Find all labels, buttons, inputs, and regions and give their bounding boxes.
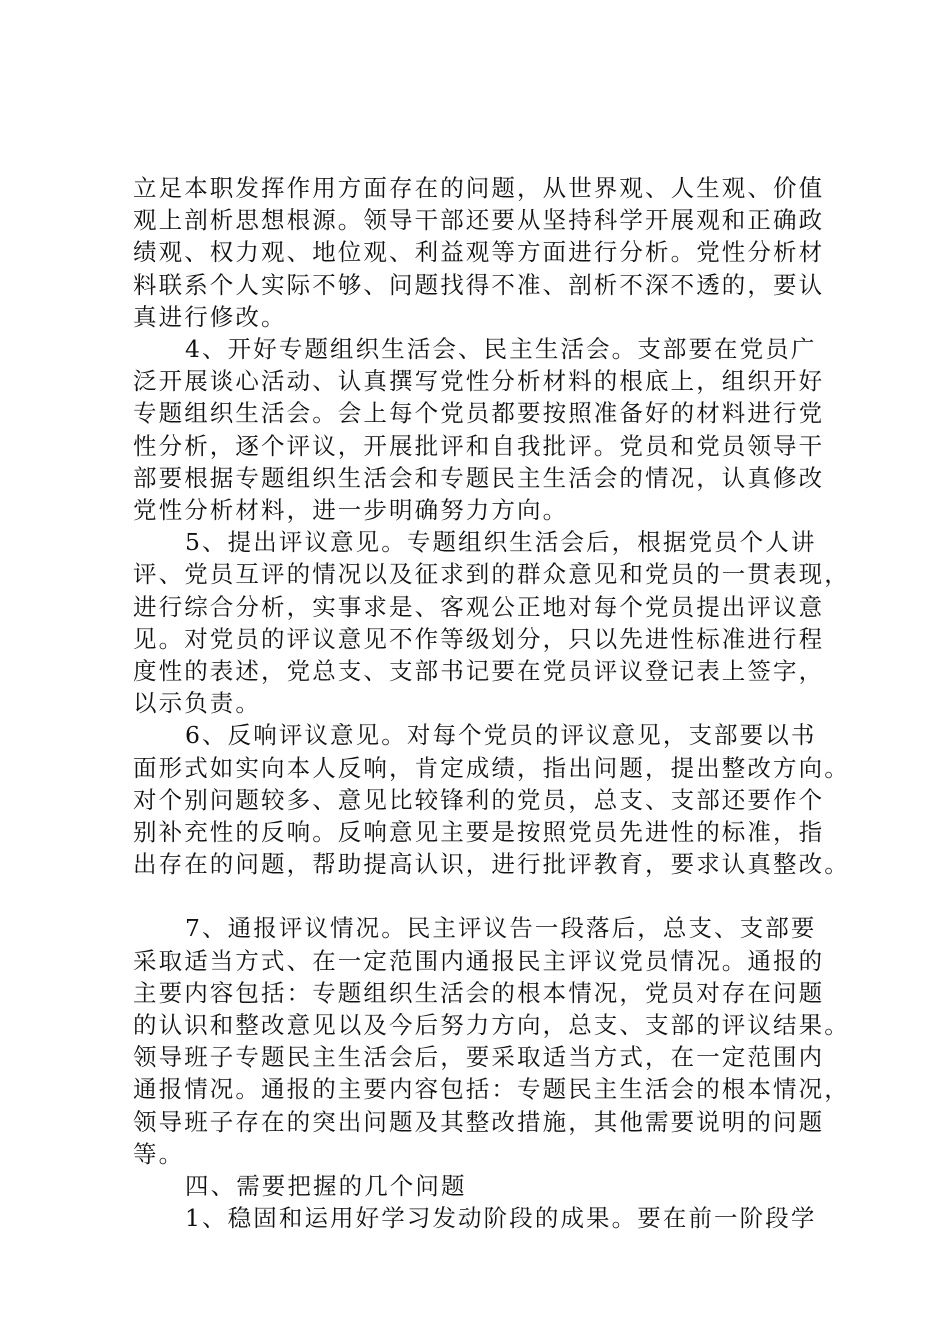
text-line: 别补充性的反响。反响意见主要是按照党员先进性的标准，指 (133, 818, 825, 847)
text-line: 领导班子存在的突出问题及其整改措施，其他需要说明的问题 (133, 1107, 825, 1136)
text-line: 真进行修改。 (133, 302, 287, 331)
paragraph-item-6 (133, 719, 850, 880)
text-line: 度性的表述，党总支、支部书记要在党员评议登记表上签字， (133, 657, 825, 686)
text-line: 部要根据专题组织生活会和专题民主生活会的情况，认真修改 (133, 463, 825, 492)
text-line: 出存在的问题，帮助提高认识，进行批评教育，要求认真整改。 (133, 850, 850, 879)
text-line: 对个别问题较多、意见比较锋利的党员，总支、支部还要作个 (133, 785, 825, 814)
text-line: 以示负责。 (133, 689, 261, 718)
text-line: 等。 (133, 1139, 185, 1168)
paragraph-item-5 (133, 526, 850, 719)
text-line: 的认识和整改意见以及今后努力方向，总支、支部的评议结果。 (133, 1011, 850, 1040)
paragraph-item-7 (133, 912, 850, 1170)
text-line: 立足本职发挥作用方面存在的问题，从世界观、人生观、价值 (133, 174, 825, 202)
text-line: 领导班子专题民主生活会后，要采取适当方式，在一定范围内 (133, 1043, 825, 1072)
text-line: 4、开好专题组织生活会、民主生活会。支部要在党员广 (185, 335, 817, 364)
document-body (133, 172, 850, 1235)
paragraph-item-4 (133, 333, 833, 526)
text-line: 见。对党员的评议意见不作等级划分，只以先进性标准进行程 (133, 624, 825, 653)
text-line: 观上剖析思想根源。领导干部还要从坚持科学开展观和正确政 (133, 206, 825, 235)
text-line: 7、通报评议情况。民主评议告一段落后，总支、支部要 (185, 914, 817, 943)
text-line: 主要内容包括：专题组织生活会的根本情况，党员对存在问题 (133, 978, 825, 1007)
text-line: 5、提出评议意见。专题组织生活会后，根据党员个人讲 (185, 528, 817, 557)
paragraph-continuation (133, 172, 833, 333)
text-line: 评、党员互评的情况以及征求到的群众意见和党员的一贯表现， (133, 560, 850, 589)
text-line: 面形式如实向本人反响，肯定成绩，指出问题，提出整改方向。 (133, 753, 850, 782)
paragraph-spacer (133, 880, 833, 912)
text-line: 绩观、权力观、地位观、利益观等方面进行分析。党性分析材 (133, 238, 825, 267)
text-line: 专题组织生活会。会上每个党员都要按照准备好的材料进行党 (133, 399, 825, 428)
text-line: 性分析，逐个评议，开展批评和自我批评。党员和党员领导干 (133, 431, 825, 460)
text-line: 泛开展谈心活动、认真撰写党性分析材料的根底上，组织开好 (133, 367, 825, 396)
text-line: 采取适当方式、在一定范围内通报民主评议党员情况。通报的 (133, 946, 825, 975)
section-heading (133, 1170, 833, 1202)
section-heading-text: 四、需要把握的几个问题 (185, 1172, 467, 1201)
text-line: 党性分析材料，进一步明确努力方向。 (133, 496, 569, 525)
text-line: 进行综合分析，实事求是、客观公正地对每个党员提出评议意 (133, 592, 825, 621)
text-line: 1、稳固和运用好学习发动阶段的成果。要在前一阶段学 (185, 1204, 817, 1233)
text-line: 料联系个人实际不够、问题找得不准、剖析不深不透的，要认 (133, 270, 825, 299)
text-line: 通报情况。通报的主要内容包括：专题民主生活会的根本情况， (133, 1075, 850, 1104)
text-line: 6、反响评议意见。对每个党员的评议意见，支部要以书 (185, 721, 817, 750)
paragraph-section-item-1 (133, 1202, 833, 1234)
